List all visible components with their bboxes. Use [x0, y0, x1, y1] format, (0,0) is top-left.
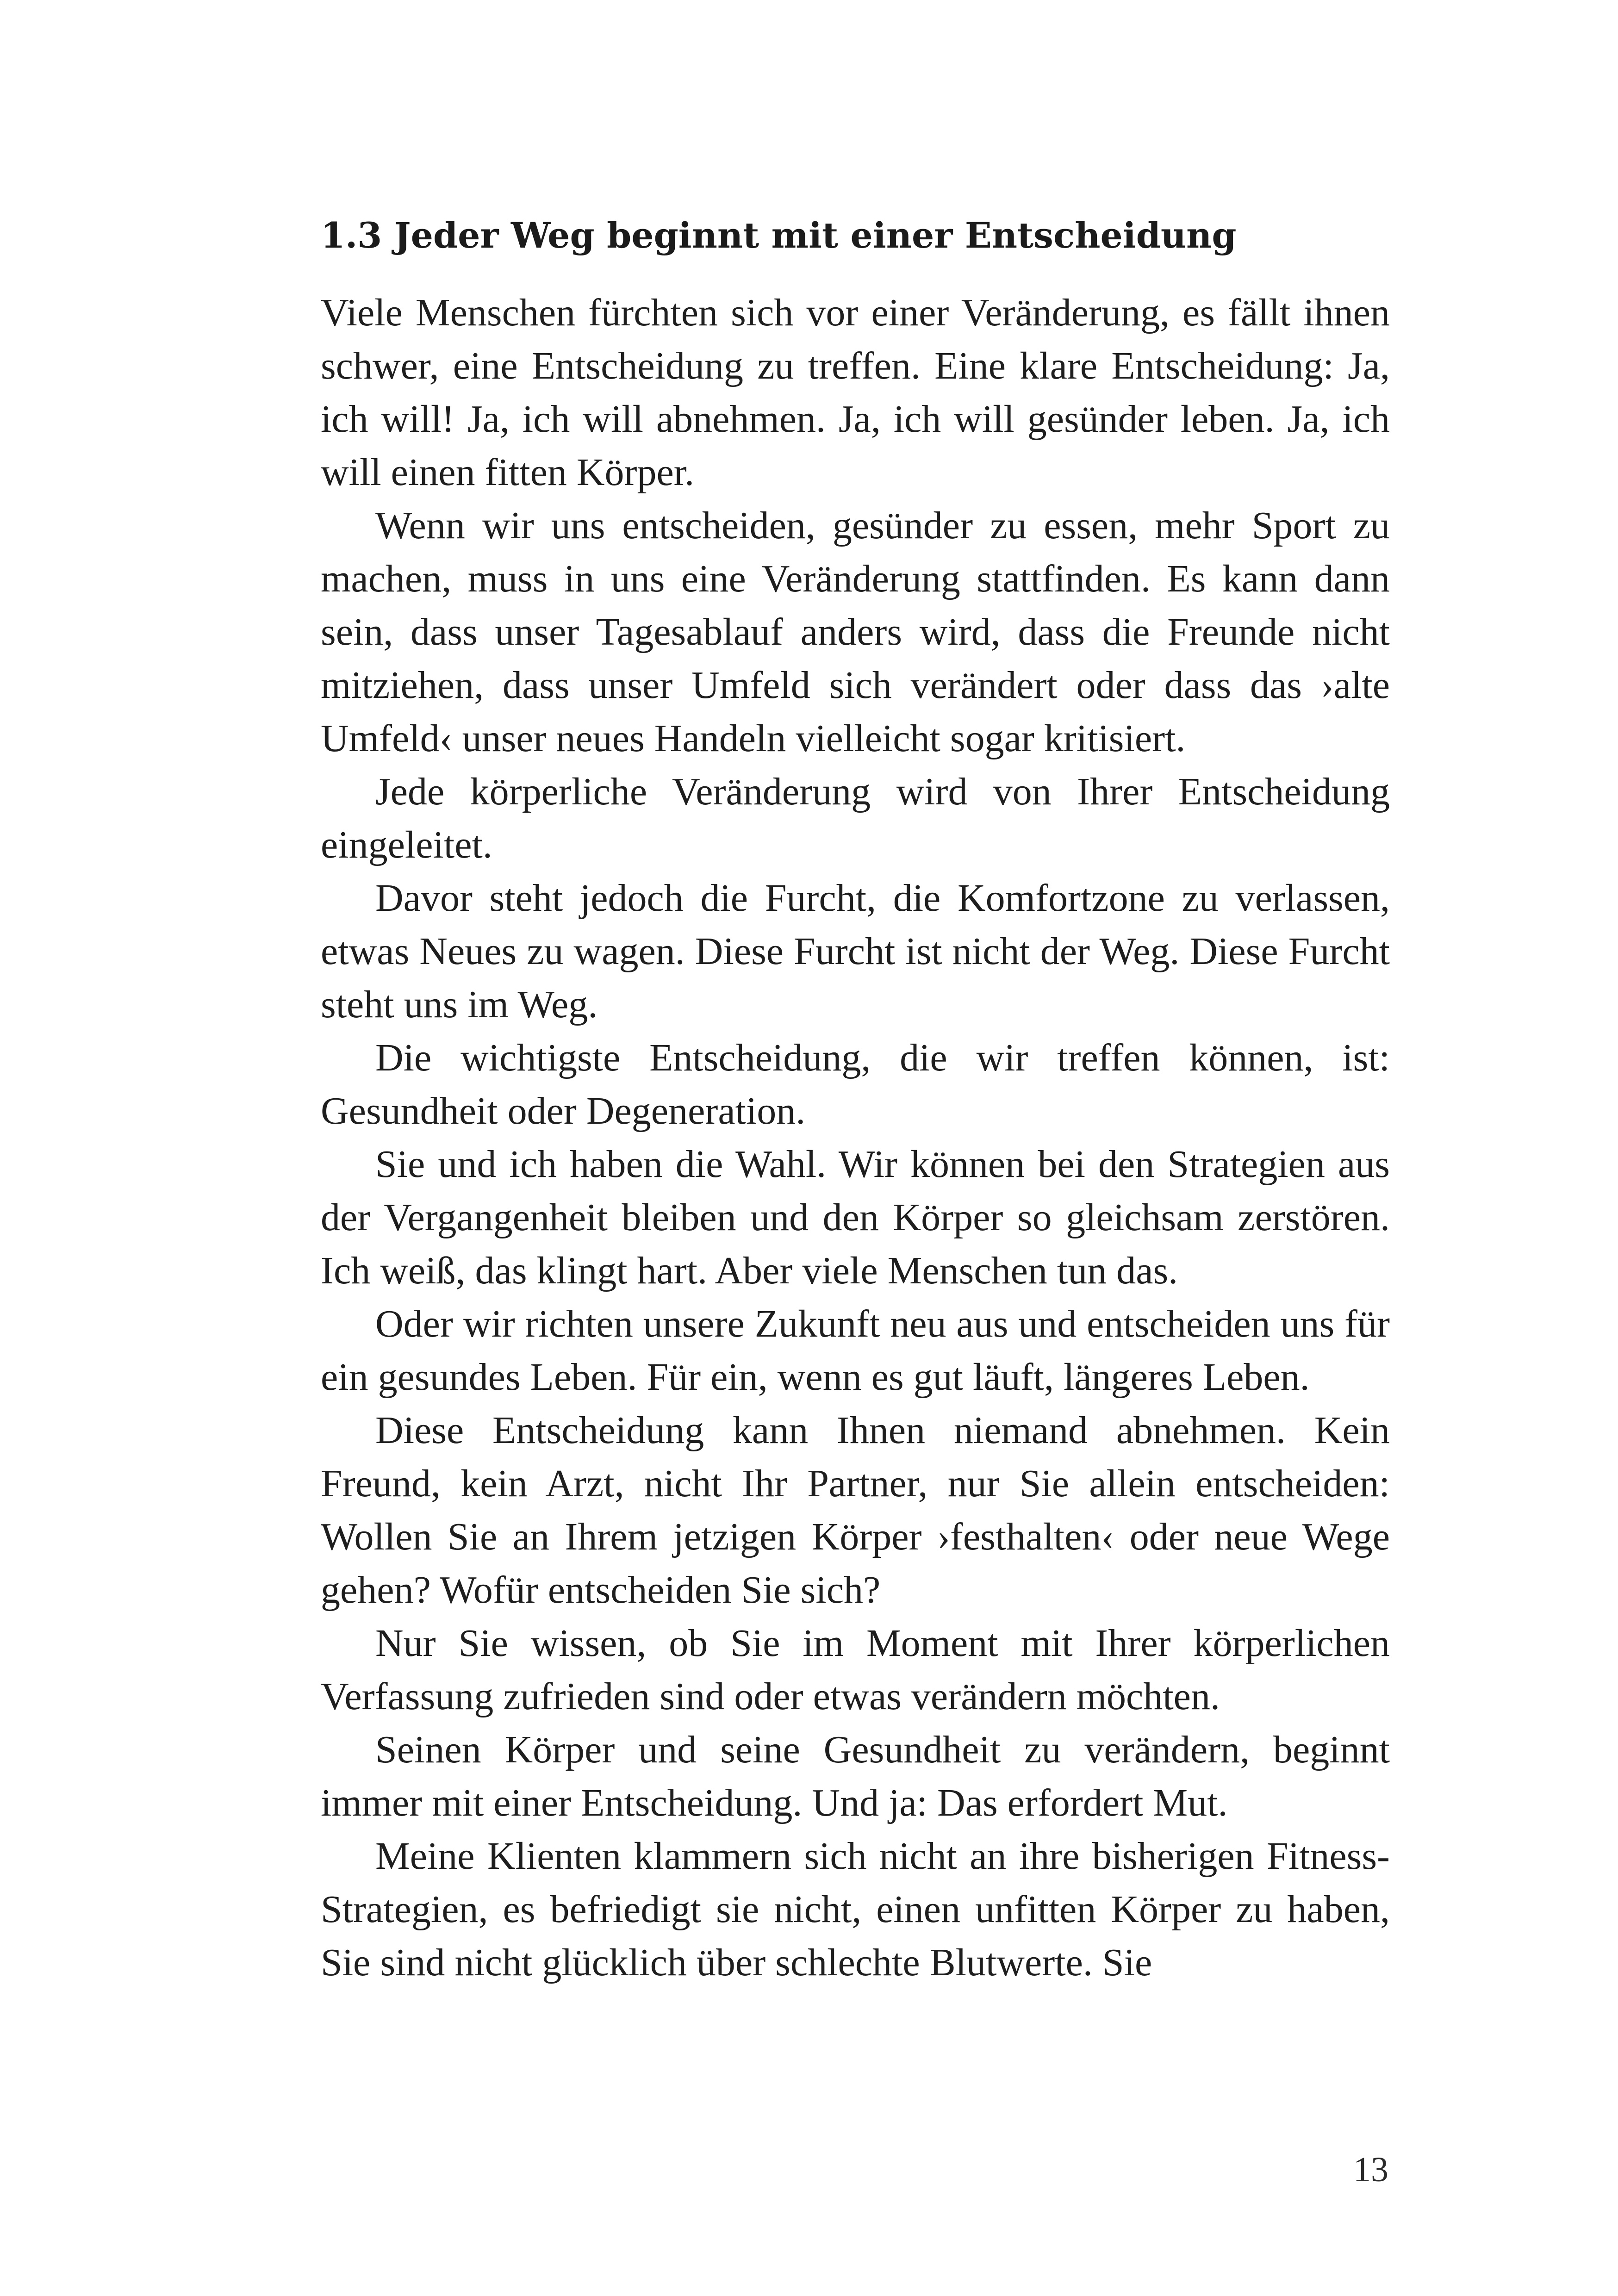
paragraph: Die wichtigste Entscheidung, die wir treffen können, ist: Gesundheit oder Degeneration. [321, 1036, 1390, 1132]
body-text [321, 286, 1390, 1989]
paragraph: Sie und ich haben die Wahl. Wir können bei den Strategien aus der Vergangenheit bleiben und den Körper so gleichsam zerstören. Ich weiß, das klingt hart. Aber viele Menschen tun das. [321, 1143, 1390, 1292]
page-number: 13 [1353, 2150, 1388, 2189]
paragraph: Davor steht jedoch die Furcht, die Komfortzone zu verlassen, etwas Neues zu wagen. Diese Furcht ist nicht der Weg. Diese Furcht steht uns im Weg. [321, 877, 1390, 1026]
paragraph: Diese Entscheidung kann Ihnen niemand abnehmen. Kein Freund, kein Arzt, nicht Ihr Partner, nur Sie allein entscheiden: Wollen Sie an Ihrem jetzigen Körper ›festhalten‹ oder neue Wege gehen? Wofür entscheiden Sie sich? [321, 1409, 1390, 1612]
paragraph: Wenn wir uns entscheiden, gesünder zu essen, mehr Sport zu machen, muss in uns eine Veränderung stattfinden. Es kann dann sein, dass unser Tagesablauf anders wird, dass die Freunde nicht mitziehen, dass unser Umfeld sich verändert oder dass das ›alte Umfeld‹ unser neues Handeln vielleicht sogar kritisiert. [321, 504, 1390, 760]
paragraph: Oder wir richten unsere Zukunft neu aus und entscheiden uns für ein gesundes Leben. Für ein, wenn es gut läuft, längeres Leben. [321, 1302, 1390, 1399]
paragraph: Nur Sie wissen, ob Sie im Moment mit Ihrer körperlichen Verfassung zufrieden sind oder etwas verändern möchten. [321, 1622, 1390, 1718]
section-heading: 1.3 Jeder Weg beginnt mit einer Entscheidung [321, 215, 1237, 256]
paragraph: Jede körperliche Veränderung wird von Ihrer Entscheidung eingeleitet. [321, 770, 1390, 866]
paragraph: Seinen Körper und seine Gesundheit zu verändern, beginnt immer mit einer Entscheidung. Und ja: Das erfordert Mut. [321, 1728, 1390, 1824]
paragraph: Meine Klienten klammern sich nicht an ihre bisherigen Fitness-Strategien, es befriedigt sie nicht, einen unfitten Körper zu haben, Sie sind nicht glücklich über schlechte Blutwerte. Sie [321, 1835, 1390, 1984]
paragraph: Viele Menschen fürchten sich vor einer Veränderung, es fällt ihnen schwer, eine Entscheidung zu treffen. Eine klare Entscheidung: Ja, ich will! Ja, ich will abnehmen. Ja, ich will gesünder leben. Ja, ich will einen fitten Körper. [321, 291, 1390, 494]
